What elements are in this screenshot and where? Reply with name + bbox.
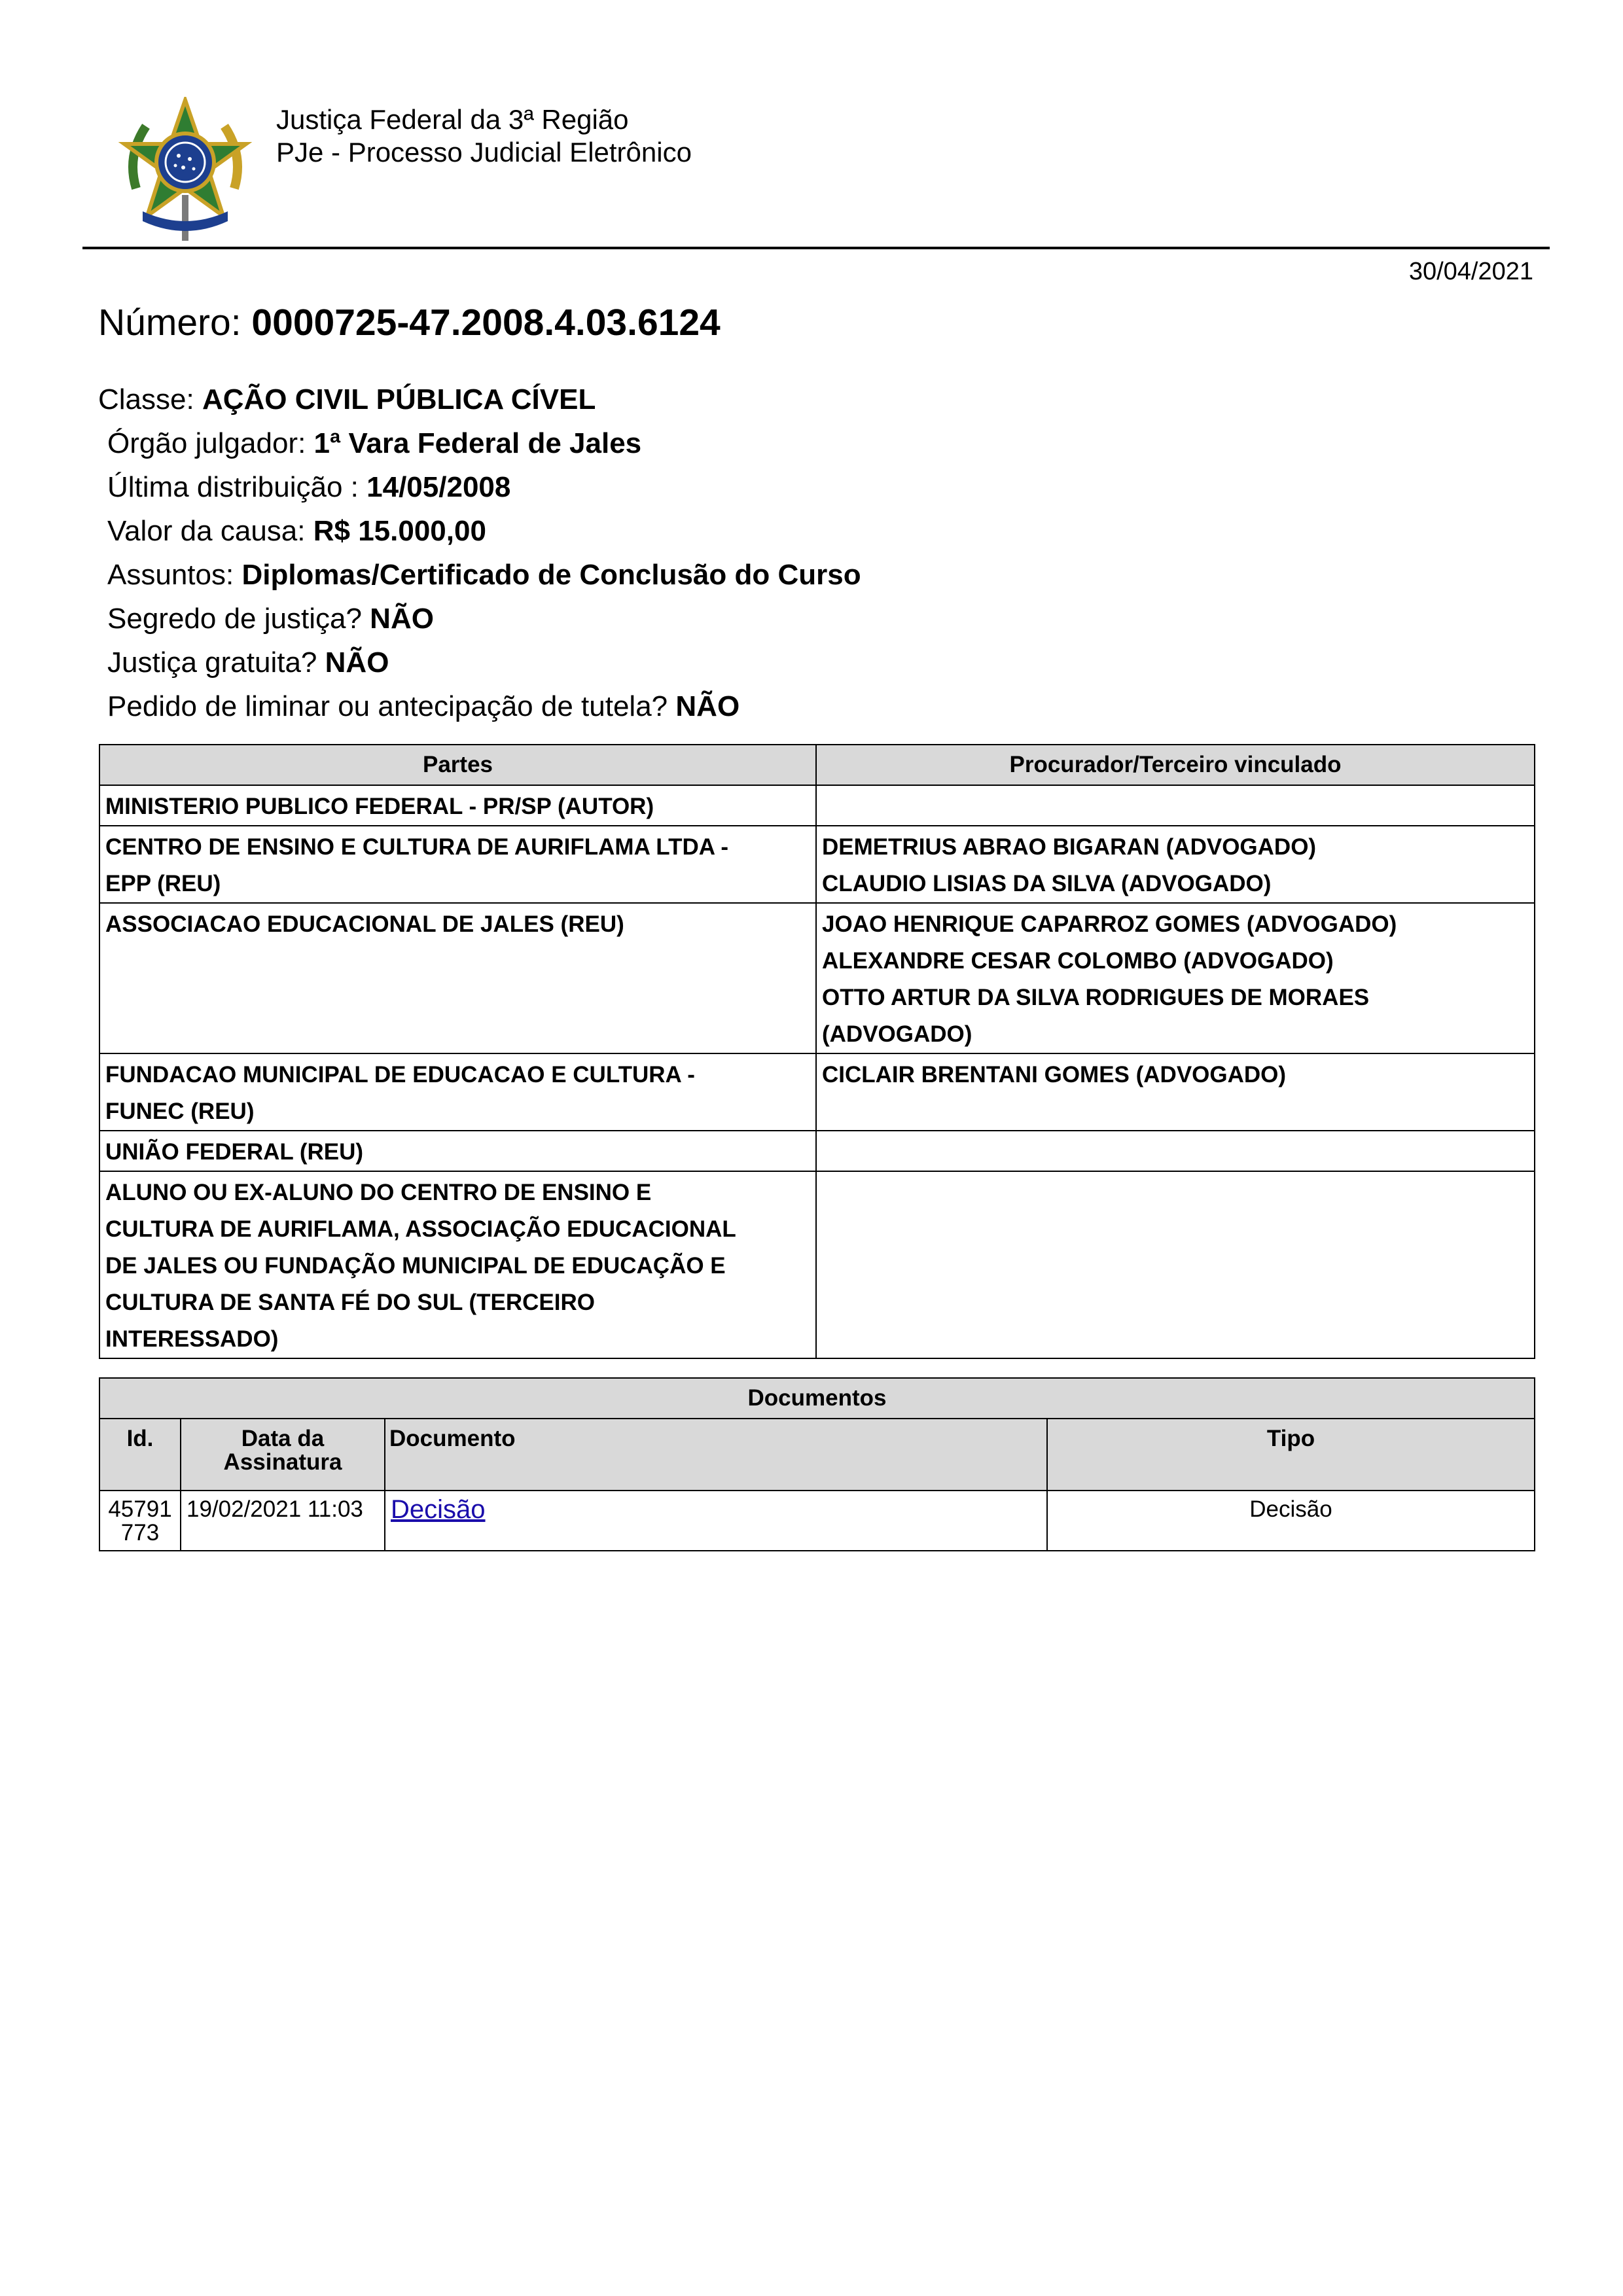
process-number-label: Número: xyxy=(98,302,241,344)
party-cell-line: CENTRO DE ENSINO E CULTURA DE AURIFLAMA LTDA - xyxy=(105,834,729,860)
field-gratuita xyxy=(107,646,389,680)
field-label: Pedido de liminar ou antecipação de tutela? xyxy=(107,690,668,722)
party-cell xyxy=(99,785,816,826)
table-row xyxy=(99,903,1535,1053)
table-row xyxy=(99,1053,1535,1131)
field-label: Órgão julgador: xyxy=(107,427,306,459)
doc-id-line2: 773 xyxy=(120,1520,160,1545)
field-valor xyxy=(107,514,486,548)
table-row xyxy=(99,1491,1535,1551)
table-row xyxy=(99,1131,1535,1171)
party-cell xyxy=(99,826,816,903)
party-cell xyxy=(99,903,816,1053)
field-value: NÃO xyxy=(675,690,740,722)
party-cell xyxy=(99,1171,816,1358)
field-label: Assuntos: xyxy=(107,559,234,591)
field-value: AÇÃO CIVIL PÚBLICA CÍVEL xyxy=(202,383,596,415)
attorney-cell xyxy=(816,1171,1535,1358)
field-liminar xyxy=(107,690,740,724)
process-number xyxy=(98,301,721,344)
attorney-cell-line: CICLAIR BRENTANI GOMES (ADVOGADO) xyxy=(822,1062,1287,1087)
attorney-cell-line: (ADVOGADO) xyxy=(822,1021,972,1047)
documents-table xyxy=(99,1377,1535,1551)
field-value: 1ª Vara Federal de Jales xyxy=(313,427,642,459)
attorney-cell xyxy=(816,903,1535,1053)
field-label: Classe: xyxy=(98,383,194,415)
attorney-cell-line: JOAO HENRIQUE CAPARROZ GOMES (ADVOGADO) xyxy=(822,911,1397,937)
documents-title: Documentos xyxy=(99,1378,1535,1419)
party-cell-line: INTERESSADO) xyxy=(105,1326,279,1352)
brazil-coat-of-arms-icon xyxy=(116,97,254,244)
attorneys-header: Procurador/Terceiro vinculado xyxy=(816,745,1535,785)
field-label: Valor da causa: xyxy=(107,515,306,547)
field-label: Última distribuição : xyxy=(107,471,359,503)
parties-header: Partes xyxy=(99,745,816,785)
attorney-cell-line: DEMETRIUS ABRAO BIGARAN (ADVOGADO) xyxy=(822,834,1317,860)
field-value: Diplomas/Certificado de Conclusão do Curso xyxy=(241,559,861,591)
field-orgao xyxy=(107,427,641,461)
field-segredo xyxy=(107,602,434,636)
doc-document-header: Documento xyxy=(385,1419,1047,1491)
party-cell-line: CULTURA DE AURIFLAMA, ASSOCIAÇÃO EDUCACIONAL xyxy=(105,1216,736,1242)
process-number-value: 0000725-47.2008.4.03.6124 xyxy=(251,302,721,344)
table-row xyxy=(99,826,1535,903)
field-label: Segredo de justiça? xyxy=(107,603,362,635)
doc-link[interactable]: Decisão xyxy=(391,1495,486,1524)
doc-id xyxy=(99,1491,181,1551)
party-cell-line: UNIÃO FEDERAL (REU) xyxy=(105,1139,364,1165)
party-cell-line: FUNDACAO MUNICIPAL DE EDUCACAO E CULTURA - xyxy=(105,1062,695,1087)
field-value: 14/05/2008 xyxy=(366,471,511,503)
party-cell-line: DE JALES OU FUNDAÇÃO MUNICIPAL DE EDUCAÇÃO E xyxy=(105,1253,726,1279)
parties-table xyxy=(99,744,1535,1359)
print-date: 30/04/2021 xyxy=(1408,258,1533,285)
field-assuntos xyxy=(107,558,861,592)
court-name: Justiça Federal da 3ª Região xyxy=(276,104,629,135)
attorney-cell xyxy=(816,826,1535,903)
doc-type-header: Tipo xyxy=(1047,1419,1535,1491)
field-distribuicao xyxy=(107,470,510,504)
doc-id-line1: 45791 xyxy=(108,1496,172,1522)
party-cell-line: EPP (REU) xyxy=(105,871,221,896)
system-name: PJe - Processo Judicial Eletrônico xyxy=(276,137,692,168)
doc-date-header-line2: Assinatura xyxy=(223,1449,342,1475)
header-divider xyxy=(82,247,1550,249)
field-value: NÃO xyxy=(370,603,434,635)
attorney-cell xyxy=(816,785,1535,826)
field-classe xyxy=(98,383,596,417)
party-cell-line: ALUNO OU EX-ALUNO DO CENTRO DE ENSINO E xyxy=(105,1180,652,1205)
attorney-cell-line: OTTO ARTUR DA SILVA RODRIGUES DE MORAES xyxy=(822,985,1370,1010)
field-value: NÃO xyxy=(325,646,389,679)
attorney-cell xyxy=(816,1131,1535,1171)
attorney-cell xyxy=(816,1053,1535,1131)
party-cell xyxy=(99,1053,816,1131)
party-cell-line: ASSOCIACAO EDUCACIONAL DE JALES (REU) xyxy=(105,911,624,937)
doc-type: Decisão xyxy=(1047,1491,1535,1551)
table-row xyxy=(99,1171,1535,1358)
doc-id-header: Id. xyxy=(99,1419,181,1491)
doc-date: 19/02/2021 11:03 xyxy=(181,1491,385,1551)
doc-date-header xyxy=(181,1419,385,1491)
party-cell-line: MINISTERIO PUBLICO FEDERAL - PR/SP (AUTOR) xyxy=(105,794,654,819)
doc-name-cell xyxy=(385,1491,1047,1551)
table-row xyxy=(99,785,1535,826)
field-value: R$ 15.000,00 xyxy=(313,515,486,547)
attorney-cell-line: CLAUDIO LISIAS DA SILVA (ADVOGADO) xyxy=(822,871,1272,896)
doc-date-header-line1: Data da xyxy=(241,1426,325,1451)
attorney-cell-line: ALEXANDRE CESAR COLOMBO (ADVOGADO) xyxy=(822,948,1334,974)
party-cell-line: FUNEC (REU) xyxy=(105,1099,255,1124)
field-label: Justiça gratuita? xyxy=(107,646,317,679)
party-cell-line: CULTURA DE SANTA FÉ DO SUL (TERCEIRO xyxy=(105,1290,595,1315)
party-cell xyxy=(99,1131,816,1171)
